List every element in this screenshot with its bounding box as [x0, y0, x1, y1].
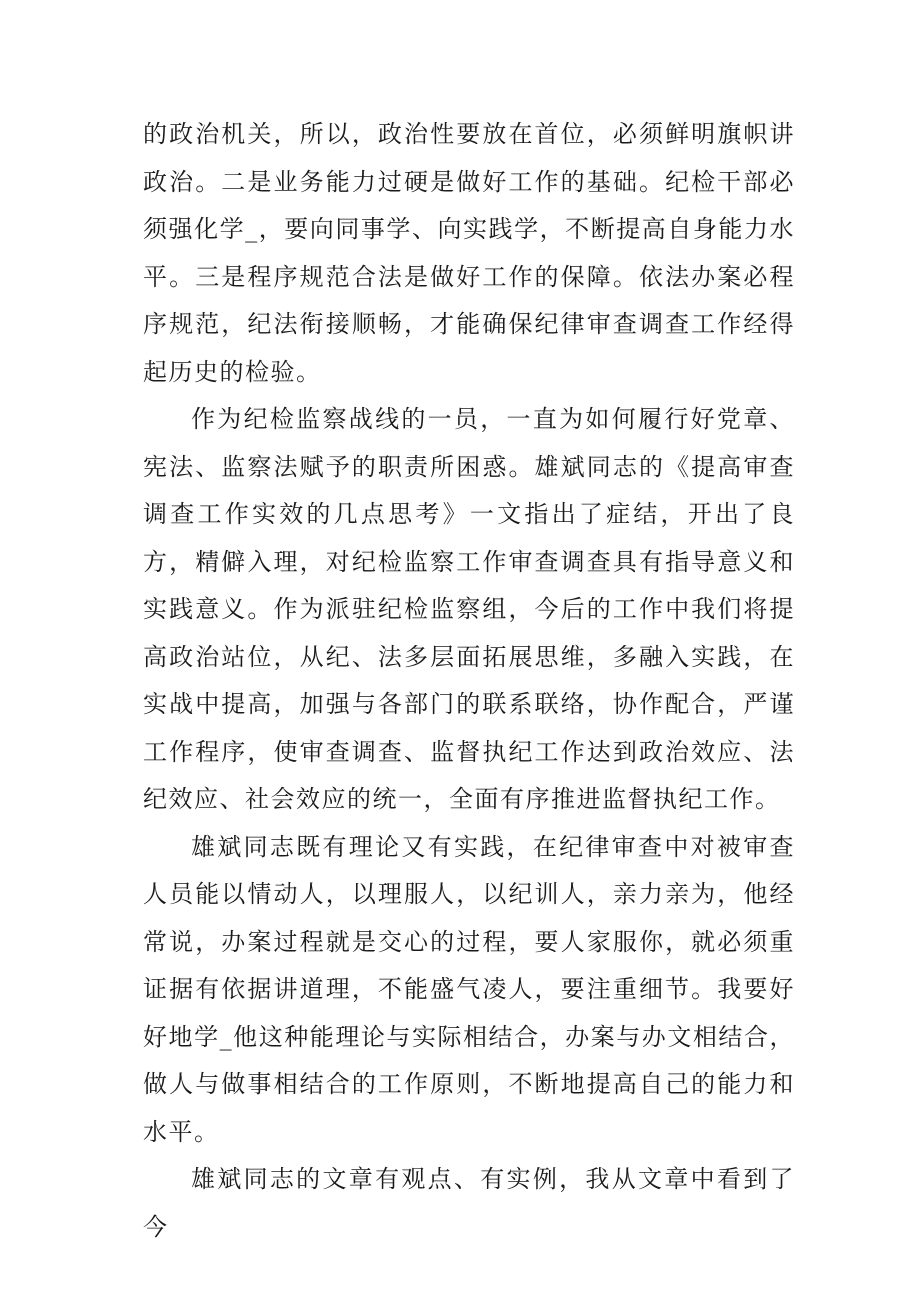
- document-body: [143, 111, 795, 1251]
- paragraph-2: 作为纪检监察战线的一员，一直为如何履行好党章、宪法、监察法赋予的职责所困惑。雄斌同志的《提高审查调查工作实效的几点思考》一文指出了症结，开出了良方，精僻入理，对纪检监察工作审查调查具有指导意义和实践意义。作为派驻纪检监察组，今后的工作中我们将提高政治站位，从纪、法多层面拓展思维，多融入实践，在实战中提高，加强与各部门的联系联络，协作配合，严谨工作程序，使审查调查、监督执纪工作达到政治效应、法纪效应、社会效应的统一，全面有序推进监督执纪工作。: [143, 405, 795, 813]
- paragraph-4: 雄斌同志的文章有观点、有实例，我从文章中看到了今: [143, 1165, 795, 1241]
- paragraph-3: 雄斌同志既有理论又有实践，在纪律审查中对被审查人员能以情动人，以理服人，以纪训人，亲力亲为，他经常说，办案过程就是交心的过程，要人家服你，就必须重证据有依据讲道理，不能盛气凌人，要注重细节。我要好好地学_他这种能理论与实际相结合，办案与办文相结合，做人与做事相结合的工作原则，不断地提高自己的能力和水平。: [143, 832, 795, 1146]
- paragraph-1: 的政治机关，所以，政治性要放在首位，必须鲜明旗帜讲政治。二是业务能力过硬是做好工作的基础。纪检干部必须强化学_，要向同事学、向实践学，不断提高自身能力水平。三是程序规范合法是做好工作的保障。依法办案必程序规范，纪法衔接顺畅，才能确保纪律审查调查工作经得起历史的检验。: [143, 120, 795, 386]
